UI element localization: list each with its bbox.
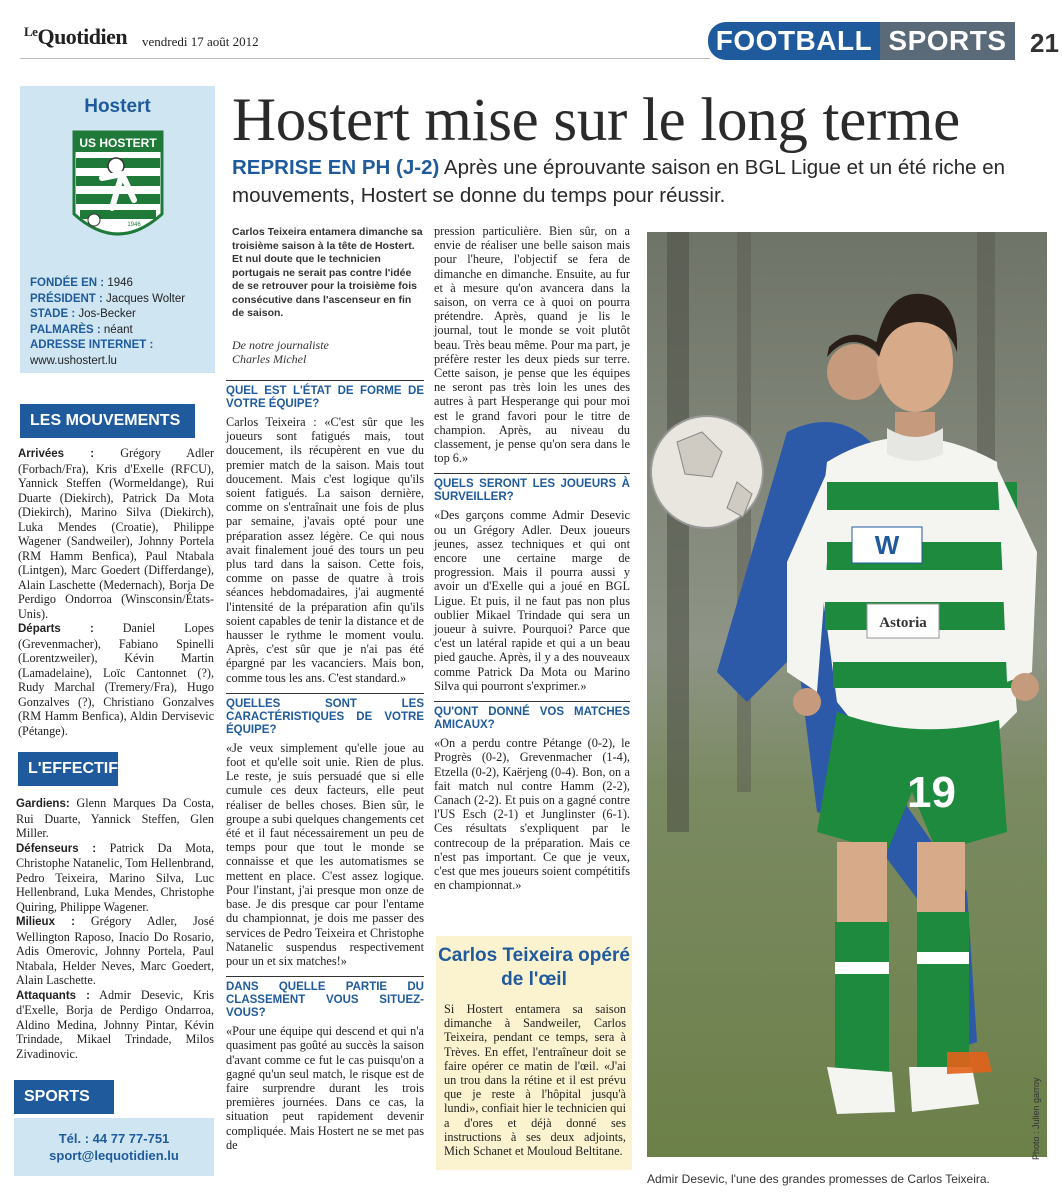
answer-paragraph: «Des garçons comme Admir Desevic ou un Grégory Adler. Deux joueurs jeunes, assez techniques et qui ont encore une certaine marge de progression. Mais il pourra aussi y avoir un d'Exelle qui a joué en BGL Ligue. Et puis, il ne faut pas non plus oublier Mikael Trindade qui sera un joueur à suivre. Pourquoi? Parce que c'est un latéral rapide et qui a un beau pied gauche. Après, il y a des nouveaux comme Patrick Da Mota ou Marino Silva qui pourront s'exprimer.» <box>434 508 630 693</box>
crest-year: 1946 <box>127 222 141 228</box>
question-heading: QU'ONT DONNÉ VOS MATCHES AMICAUX? <box>434 701 630 732</box>
header-rule <box>20 58 710 59</box>
squad-midfielders: Milieux : Grégory Adler, José Wellington Raposo, Inacio Do Rosario, Adis Omerovic, Johnny Portela, Paul Ntabala, Helder Neves, Marc Goedert, Alain Laschette. <box>16 914 215 987</box>
masthead: $^{Le}$Quotidien <box>24 24 128 49</box>
page-number: 21 <box>1030 28 1059 58</box>
club-name: Hostert <box>84 96 151 117</box>
section-tab-sports: SPORTS <box>880 22 1015 60</box>
article-byline: De notre journaliste Charles Michel <box>232 338 329 366</box>
answer-paragraph: pression particulière. Bien sûr, on a envie de réaliser une belle saison mais pour l'heure, l'objectif se fera de dimanche en dimanche. Ensuite, au fur et à mesure qu'on avancera dans la saison, on verra ce à quoi on pourra prétendre. Après, quand je lis le journal, tout le monde se voit plutôt beau. Très beau même. Pour ma part, je préfère rester les deux pieds sur terre. Cette saison, je pense que les équipes ne seront pas très loin les unes des autres à part Hesperange qui pour moi est le grand favori pour le titre de champion. Après, au niveau du classement, je pense qu'on sera dans le top 6.» <box>434 224 630 466</box>
footballer-illustration <box>647 232 1047 1157</box>
article-headline: Hostert mise sur le long terme <box>232 87 960 154</box>
fact-honours: PALMARÈS : néant <box>30 323 133 336</box>
club-website-link[interactable]: www.ushostert.lu <box>30 354 117 367</box>
sports-contact-heading: SPORTS <box>14 1080 114 1114</box>
answer-paragraph: «Je veux simplement qu'elle joue au foot et qu'elle soit unie. Rien de plus. Le reste, je suis persuadé que si elle cumule ces deux facteurs, elle peut réaliser de belles choses. Bien sûr, le groupe a subi quelques changements cet été et il faut nécessairement un peu de temps pour que tout le monde se connaisse et que les automatismes se mettent en place. C'est assez logique. Pour l'instant, j'ai presque mon onze de base. Je dis presque car pour l'entame du championnat, je dois me passer des services de Pedro Teixeira et Christophe Natanelic suspendus respectivement pour un et six matches!» <box>226 740 424 968</box>
squad-defenders: Défenseurs : Patrick Da Mota, Christophe Natanelic, Tom Hellenbrand, Pedro Teixeira, Marino Silva, Luc Hellenbrand, Luka Mendes, Christophe Quiring, Philippe Wagener. <box>16 840 214 914</box>
contact-phone: Tél. : 44 77 77-751 <box>58 1131 170 1146</box>
section-tab-football: FOOTBALL <box>708 22 880 60</box>
photo-credit: Photo : Julien garroy <box>1031 1077 1041 1160</box>
question-heading: DANS QUELLE PARTIE DU CLASSEMENT VOUS SITUEZ-VOUS? <box>226 976 424 1020</box>
arrivals: Arrivées : Grégory Adler (Forbach/Fra), Kris d'Exelle (RFCU), Yannick Steffen (Wormeldange), Rui Duarte (Diekirch), Patrick Da Mota (Diekirch), Marino Silva (Diekirch), Luka Mendes (Croatie), Philippe Wagener (Sandweiler), Johnny Portela (RM Hamm Benfica), Paul Ntabala (Lintgen), Marc Goedert (Differdange), Alain Laschette (Medernach), Borja De Perdigo Ondorroa (Winsconsin/États-Unis). <box>18 446 215 621</box>
fact-stadium: STADE : Jos-Becker <box>30 308 136 320</box>
fact-president: PRÉSIDENT : Jacques Wolter <box>30 292 186 305</box>
squad-heading: L'EFFECTIF <box>18 752 118 786</box>
club-crest-icon <box>72 130 164 248</box>
question-heading: QUELS SERONT LES JOUEURS À SURVEILLER? <box>434 473 630 504</box>
fact-founded: FONDÉE EN : 1946 <box>30 277 133 289</box>
departures: Départs : Daniel Lopes (Grevenmacher), Fabiano Spinelli (Lorentzweiler), Kévin Martin (Lamadelaine), Loïc Cantonnet (?), Rudy Marchal (Tremery/Fra), Hugo Gonzalves (?), Christiano Gonzalves (RM Hamm Benfica), Aldin Dervisevic (Pétange). <box>18 621 214 738</box>
sidebar-box-title: Carlos Teixeira opéré de l'œil <box>438 945 630 990</box>
answer-paragraph: «On a perdu contre Pétange (0-2), le Progrès (0-2), Grevenmacher (1-4), Etzella (0-2), Kaërjeng (0-4). Bon, on a fait match nul contre Hamm (2-2), Canach (2-2). Et puis on a gagné contre l'US Esch (2-1) et Junglinster (6-1). Ces résultats s'expliquent par le contrecoup de la préparation. Mais ce n'est pas important. Ce que je veux, c'est que mes joueurs soient compétitifs en championnat.» <box>434 736 630 893</box>
article-kicker: REPRISE EN PH (J-2) <box>232 156 440 179</box>
sports-contact-box <box>14 1118 214 1176</box>
squad-text <box>16 796 214 1061</box>
movements-heading: LES MOUVEMENTS <box>20 404 195 438</box>
fact-web-label: ADRESSE INTERNET : <box>30 339 154 351</box>
squad-goalkeepers: Gardiens: Glenn Marques Da Costa, Rui Duarte, Yannick Steffen, Glen Miller. <box>16 796 214 840</box>
answer-paragraph: Carlos Teixeira : «C'est sûr que les joueurs sont fatigués mais, tout doucement, ils récupèrent en vue du premier match de la saison. Mais tout doucement. Mais c'est logique qu'ils soient fatigués. La saison dernière, comme on s'entraînait une fois de plus par semaine, j'avais opté pour une préparation assez légère. Ce qui nous avait finalement joué des tours un peu plus tard dans la saison. Cette fois, comme on passe de quatre à trois séances hebdomadaires, j'ai augmenté l'intensité de la préparation afin qu'ils soient capables de tenir la distance et de hausser le rythme le moment voulu. Après, c'est sûr que je n'ai pas été épargné par les vacanciers. Mais bon, comme tous les ans. C'est standard.» <box>226 415 424 685</box>
club-info-box <box>20 86 215 373</box>
jersey-number: 19 <box>907 768 956 817</box>
article-photo <box>647 232 1047 1157</box>
club-facts <box>30 276 210 369</box>
sidebar-box-text: Si Hostert entamera sa saison dimanche à Sandweiler, Carlos Teixeira, pendant ce temps, sera à Trèves. En effet, l'entraîneur doit se faire opérer ce matin de l'œil. «J'ai un trou dans la rétine et il est prévu que je reste à l'hôpital jusqu'à lundi», confiait hier le technicien qui a d'ores et déjà donné ses instructions à ses deux adjoints, Mich Schanet et Mouloud Beltitane. <box>444 1002 626 1159</box>
article-standfirst: REPRISE EN PH (J-2) Après une éprouvante saison en BGL Ligue et un été riche en mouvements, Hostert se donne du temps pour réussir. <box>232 156 1006 207</box>
article-intro: Carlos Teixeira entamera dimanche sa troisième saison à la tête de Hostert. Et nul doute que le technicien portugais ne serait pas contre l'idée de se retrouver pour la troisième fois consécutive dans l'ascenseur en fin de saison. <box>232 226 423 319</box>
movements-text <box>18 446 214 738</box>
squad-forwards: Attaquants : Admir Desevic, Kris d'Exelle, Borja de Perdigo Ondarroa, Aldino Medina, Johnny Pintar, Kévin Trindade, Mikael Trindade, Milos Zivadinovic. <box>16 987 215 1061</box>
sidebar-box-teixeira <box>436 936 632 1170</box>
jersey-sponsor-text-2: Astoria <box>879 615 927 631</box>
contact-email-link[interactable]: sport@lequotidien.lu <box>49 1148 179 1163</box>
article-column-2 <box>434 224 630 892</box>
jersey-sponsor-text: W <box>874 530 900 560</box>
crest-text: US HOSTERT <box>79 136 157 150</box>
article-column-1 <box>226 380 424 1152</box>
answer-paragraph: «Pour une équipe qui descend et qui n'a quasiment pas goûté au succès la saison d'avant comme ce fut le cas puisqu'on a gagné qu'un seul match, le risque est de faire surprendre durant les trois premières journées. Dans ce cas, la situation peut rapidement devenir compliquée. Mais Hostert ne se met pas de <box>226 1024 424 1152</box>
issue-date: vendredi 17 août 2012 <box>142 34 259 49</box>
question-heading: QUELLES SONT LES CARACTÉRISTIQUES DE VOTRE ÉQUIPE? <box>226 693 424 737</box>
photo-caption: Admir Desevic, l'une des grandes promesses de Carlos Teixeira. <box>647 1172 990 1186</box>
question-heading: QUEL EST L'ÉTAT DE FORME DE VOTRE ÉQUIPE? <box>226 380 424 411</box>
